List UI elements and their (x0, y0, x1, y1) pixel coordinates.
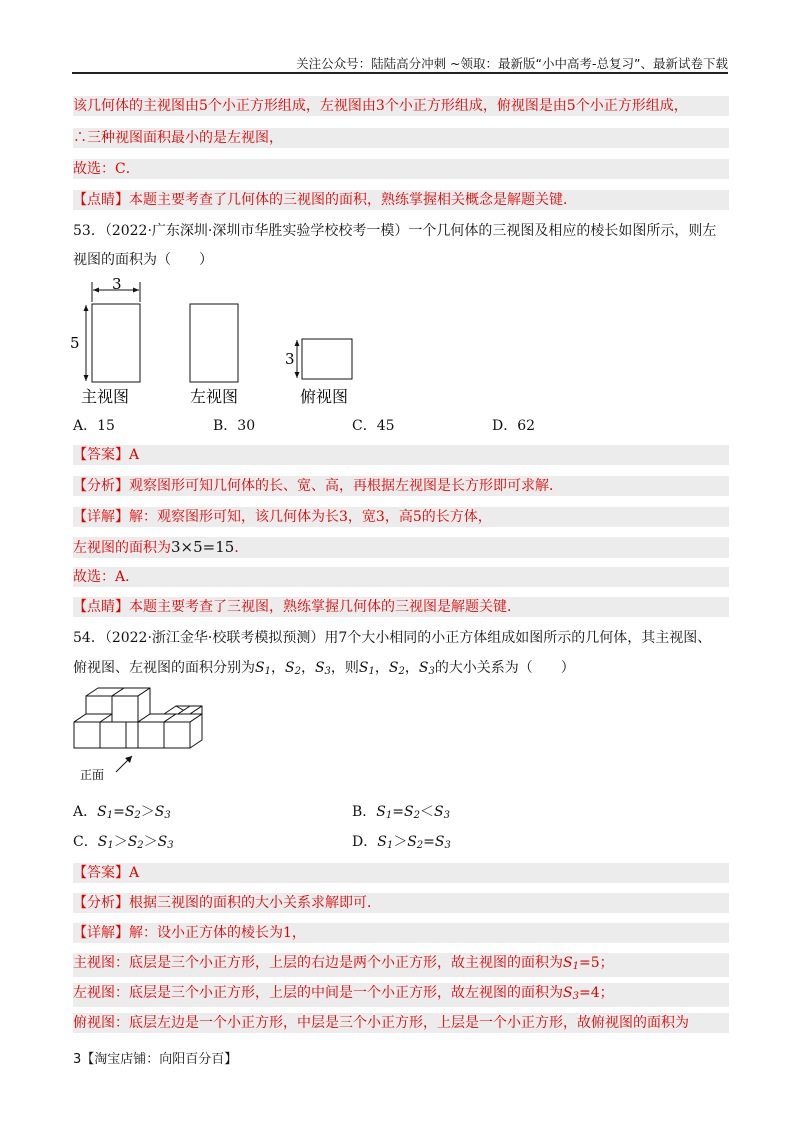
q54-stem-2c: 的大小关系为（ ） (434, 660, 575, 676)
page-header: 关注公众号：陆陆高分冲刺 ~领取：最新版“小中高考-总复习”、最新试卷下载 (296, 56, 728, 71)
q53-note: 【点睛】本题主要考查了三视图，熟练掌握几何体的三视图是解题关键． (73, 597, 729, 617)
q54-option-a: A．$S_1=S_2>S_3$ (73, 804, 171, 821)
q54-analysis: 【分析】根据三视图的面积的大小关系求解即可． (73, 893, 729, 913)
q54-answer: 【答案】A (73, 863, 729, 883)
intro-line-2: ∴三种视图面积最小的是左视图， (73, 128, 729, 148)
intro-line-3: 故选：C． (73, 159, 729, 179)
top-view-label: 俯视图 (300, 387, 349, 406)
q54-stem-2: 俯视图、左视图的面积分别为$S_1$，$S_2$，$S_3$，则$S_1$，$S_2$，$S_3$的大小关系为（ ） (73, 660, 575, 677)
q53-detail-2 (73, 537, 729, 558)
q54-detail-1: 【详解】解：设小正方体的棱长为1， (73, 923, 729, 943)
q53-detail-2-suffix: ． (234, 540, 249, 556)
q53-answer: 【答案】A (73, 445, 729, 465)
q54-stem-2a: 俯视图、左视图的面积分别为 (73, 660, 255, 676)
q54-left-view: 左视图：底层是三个小正方形，上层的中间是一个小正方形，故左视图的面积为$S_3=4$； (73, 983, 729, 1007)
left-view-rect (190, 304, 238, 382)
q53-detail-1: 【详解】解：观察图形可知，该几何体为长3，宽3，高5的长方体， (73, 507, 729, 527)
q53-option-a: A．15 (73, 418, 115, 434)
q54-top-view: 俯视图：底层左边是一个小正方形，中层是三个小正方形，上层是一个小正方形，故俯视图的面积为 (73, 1013, 729, 1033)
header-rule (72, 72, 728, 74)
q54-option-b: B．$S_1=S_2<S_3$ (352, 804, 450, 821)
q53-detail-2-prefix: 左视图的面积为 (73, 540, 171, 556)
q54-option-c: C．$S_1>S_2>S_3$ (73, 834, 174, 851)
intro-line-1: 该几何体的主视图由5个小正方形组成，左视图由3个小正方形组成，俯视图是由5个小正方形组成， (73, 96, 729, 116)
dim-depth-label: 3 (285, 350, 295, 368)
left-view-label: 左视图 (190, 387, 239, 406)
q53-analysis: 【分析】观察图形可知几何体的长、宽、高，再根据左视图是长方形即可求解． (73, 476, 729, 496)
top-view-rect (302, 339, 352, 379)
page-footer: 3【淘宝店铺：向阳百分百】 (73, 1052, 238, 1067)
q54-stem-1: 54．（2022·浙江金华·校联考模拟预测）用7个大小相同的小正方体组成如图所示的几何体，其主视图、 (73, 630, 712, 646)
q53-option-c: C．45 (352, 418, 395, 434)
q54-cubes-figure (68, 684, 208, 784)
dim-height-label: 5 (70, 334, 80, 352)
intro-note: 【点睛】本题主要考查了几何体的三视图的面积，熟练掌握相关概念是解题关键． (73, 190, 729, 210)
q54-option-d: D．$S_1>S_2=S_3$ (352, 834, 451, 851)
front-view-rect (92, 304, 140, 382)
q53-option-d: D．62 (492, 418, 536, 434)
q53-detail-2-formula: 3×5=15 (171, 538, 235, 556)
dim-width-label: 3 (112, 275, 122, 293)
q54-main-view: 主视图：底层是三个小正方形，上层的右边是两个小正方形，故主视图的面积为$S_1=5$； (73, 953, 729, 977)
q53-stem-2: 视图的面积为（ ） (73, 252, 213, 268)
q53-three-views-figure (66, 272, 366, 412)
q53-option-b: B．30 (213, 418, 256, 434)
front-view-label: 主视图 (81, 387, 130, 406)
q53-stem-1: 53．（2022·广东深圳·深圳市华胜实验学校校考一模）一个几何体的三视图及相应的棱长如图所示，则左 (73, 223, 717, 239)
q54-stem-2b: ，则 (330, 660, 359, 676)
front-face-label: 正面 (80, 768, 105, 782)
q53-choose: 故选：A． (73, 567, 729, 587)
